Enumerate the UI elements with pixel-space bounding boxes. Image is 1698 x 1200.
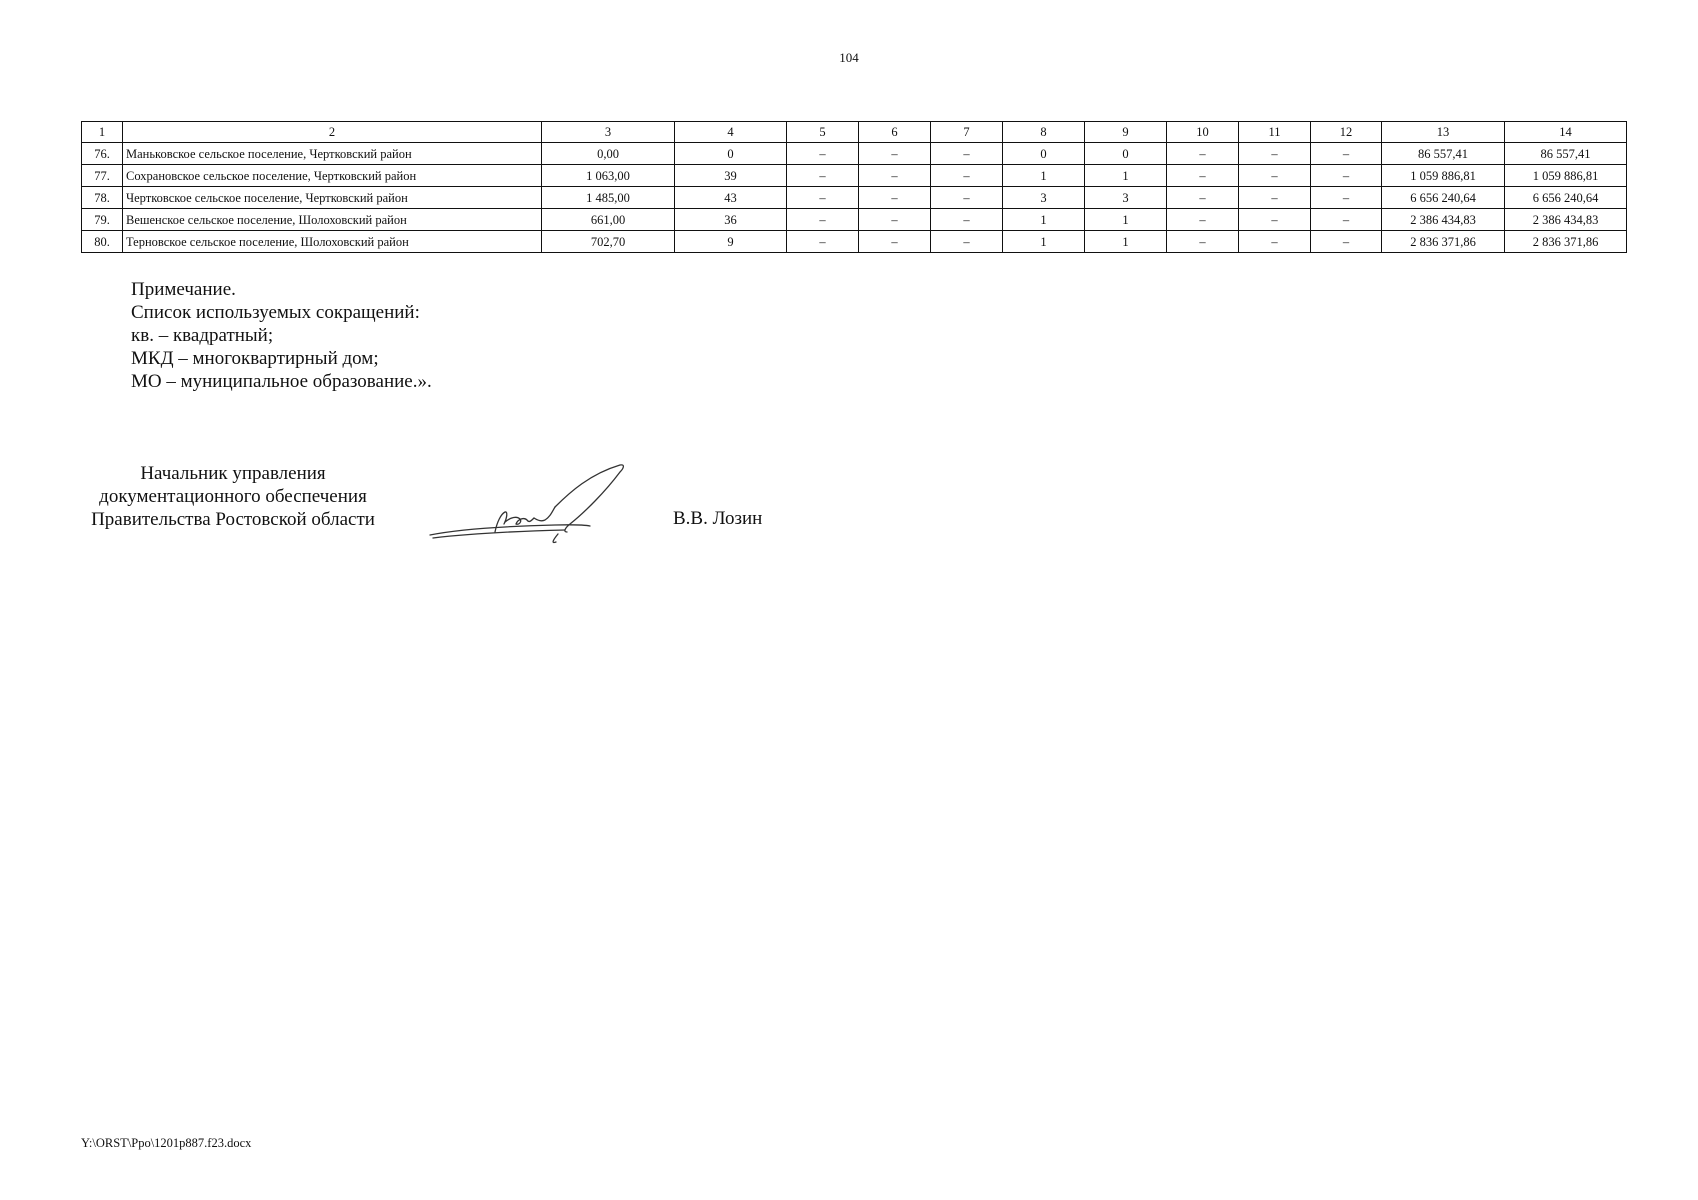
table-cell: 1 — [1003, 165, 1085, 187]
column-number-cell: 4 — [675, 122, 787, 143]
data-table — [81, 121, 1627, 253]
table-cell: 0 — [1003, 143, 1085, 165]
table-cell: 1 — [1003, 209, 1085, 231]
table-cell: – — [787, 165, 859, 187]
signer-name: В.В. Лозин — [673, 508, 763, 529]
table-cell: – — [859, 187, 931, 209]
table-cell: 1 059 886,81 — [1382, 165, 1505, 187]
table-cell: – — [859, 209, 931, 231]
table-cell: 36 — [675, 209, 787, 231]
table-cell: 9 — [675, 231, 787, 253]
column-number-cell: 12 — [1311, 122, 1382, 143]
signer-position — [78, 462, 388, 531]
table-cell: – — [1311, 143, 1382, 165]
handwritten-signature — [425, 462, 635, 547]
table-cell: 702,70 — [542, 231, 675, 253]
table-cell: – — [1311, 231, 1382, 253]
table-header-row — [82, 122, 1627, 143]
municipality-name-cell: Чертковское сельское поселение, Чертковский район — [123, 187, 542, 209]
column-number-cell: 2 — [123, 122, 542, 143]
table-cell: – — [931, 143, 1003, 165]
table-cell: 1 — [1003, 231, 1085, 253]
municipality-name-cell: Маньковское сельское поселение, Чертковский район — [123, 143, 542, 165]
table-cell: 6 656 240,64 — [1382, 187, 1505, 209]
table-cell: – — [1167, 165, 1239, 187]
column-number-cell: 11 — [1239, 122, 1311, 143]
table-cell: – — [859, 231, 931, 253]
row-number-cell: 78. — [82, 187, 123, 209]
table-cell: – — [931, 165, 1003, 187]
table-cell: – — [1167, 231, 1239, 253]
note-abbreviation-mkd: МКД – многоквартирный дом; — [131, 348, 379, 369]
table-cell: 0 — [675, 143, 787, 165]
table-cell: 2 386 434,83 — [1382, 209, 1505, 231]
column-number-cell: 10 — [1167, 122, 1239, 143]
table-cell: 39 — [675, 165, 787, 187]
table-cell: – — [931, 187, 1003, 209]
note-block — [131, 278, 432, 393]
table-cell: – — [1239, 143, 1311, 165]
table-cell: 2 386 434,83 — [1505, 209, 1627, 231]
table-cell: 3 — [1003, 187, 1085, 209]
municipality-name-cell: Терновское сельское поселение, Шолоховский район — [123, 231, 542, 253]
column-number-cell: 14 — [1505, 122, 1627, 143]
column-number-cell: 7 — [931, 122, 1003, 143]
column-number-cell: 13 — [1382, 122, 1505, 143]
note-abbreviation-kv: кв. – квадратный; — [131, 325, 274, 346]
table-cell: – — [1167, 209, 1239, 231]
table-cell: 2 836 371,86 — [1505, 231, 1627, 253]
table-cell: 1 — [1085, 209, 1167, 231]
table-row — [82, 209, 1627, 231]
table-body — [82, 122, 1627, 253]
note-heading: Примечание. — [131, 279, 236, 300]
table-cell: 2 836 371,86 — [1382, 231, 1505, 253]
row-number-cell: 76. — [82, 143, 123, 165]
table-cell: 86 557,41 — [1505, 143, 1627, 165]
column-number-cell: 3 — [542, 122, 675, 143]
table-cell: 0 — [1085, 143, 1167, 165]
table-row — [82, 143, 1627, 165]
table-cell: 1 — [1085, 231, 1167, 253]
table-cell: – — [1311, 209, 1382, 231]
table-cell: 3 — [1085, 187, 1167, 209]
table-cell: 1 — [1085, 165, 1167, 187]
table-cell: 86 557,41 — [1382, 143, 1505, 165]
table-cell: – — [859, 143, 931, 165]
table-cell: – — [787, 231, 859, 253]
column-number-cell: 8 — [1003, 122, 1085, 143]
column-number-cell: 5 — [787, 122, 859, 143]
row-number-cell: 79. — [82, 209, 123, 231]
table-cell: – — [1239, 231, 1311, 253]
signer-position-line: Начальник управления — [140, 463, 326, 484]
table-cell: – — [1239, 187, 1311, 209]
table-cell: – — [1167, 143, 1239, 165]
table-cell: 43 — [675, 187, 787, 209]
table-cell: – — [787, 143, 859, 165]
table-cell: – — [1239, 209, 1311, 231]
table-cell: – — [787, 209, 859, 231]
file-path: Y:\ORST\Ppo\1201p887.f23.docx — [81, 1136, 252, 1150]
table-row — [82, 165, 1627, 187]
page-number: 104 — [839, 50, 859, 65]
municipality-name-cell: Вешенское сельское поселение, Шолоховский район — [123, 209, 542, 231]
column-number-cell: 9 — [1085, 122, 1167, 143]
table-cell: – — [931, 231, 1003, 253]
table-row — [82, 187, 1627, 209]
note-abbreviation-mo: МО – муниципальное образование.». — [131, 371, 432, 392]
row-number-cell: 80. — [82, 231, 123, 253]
table-cell: – — [1167, 187, 1239, 209]
table-cell: – — [787, 187, 859, 209]
table-cell: – — [1311, 187, 1382, 209]
signer-position-line: документационного обеспечения — [99, 486, 367, 507]
column-number-cell: 1 — [82, 122, 123, 143]
column-number-cell: 6 — [859, 122, 931, 143]
note-abbreviations-title: Список используемых сокращений: — [131, 302, 420, 323]
table-cell: – — [931, 209, 1003, 231]
table-cell: – — [859, 165, 931, 187]
table-cell: 661,00 — [542, 209, 675, 231]
row-number-cell: 77. — [82, 165, 123, 187]
table-cell: 0,00 — [542, 143, 675, 165]
signer-position-line: Правительства Ростовской области — [91, 509, 375, 530]
table-cell: 1 059 886,81 — [1505, 165, 1627, 187]
table-cell: 6 656 240,64 — [1505, 187, 1627, 209]
table-cell: – — [1311, 165, 1382, 187]
table-cell: 1 063,00 — [542, 165, 675, 187]
table-cell: – — [1239, 165, 1311, 187]
table-cell: 1 485,00 — [542, 187, 675, 209]
municipality-name-cell: Сохрановское сельское поселение, Чертковский район — [123, 165, 542, 187]
table-row — [82, 231, 1627, 253]
